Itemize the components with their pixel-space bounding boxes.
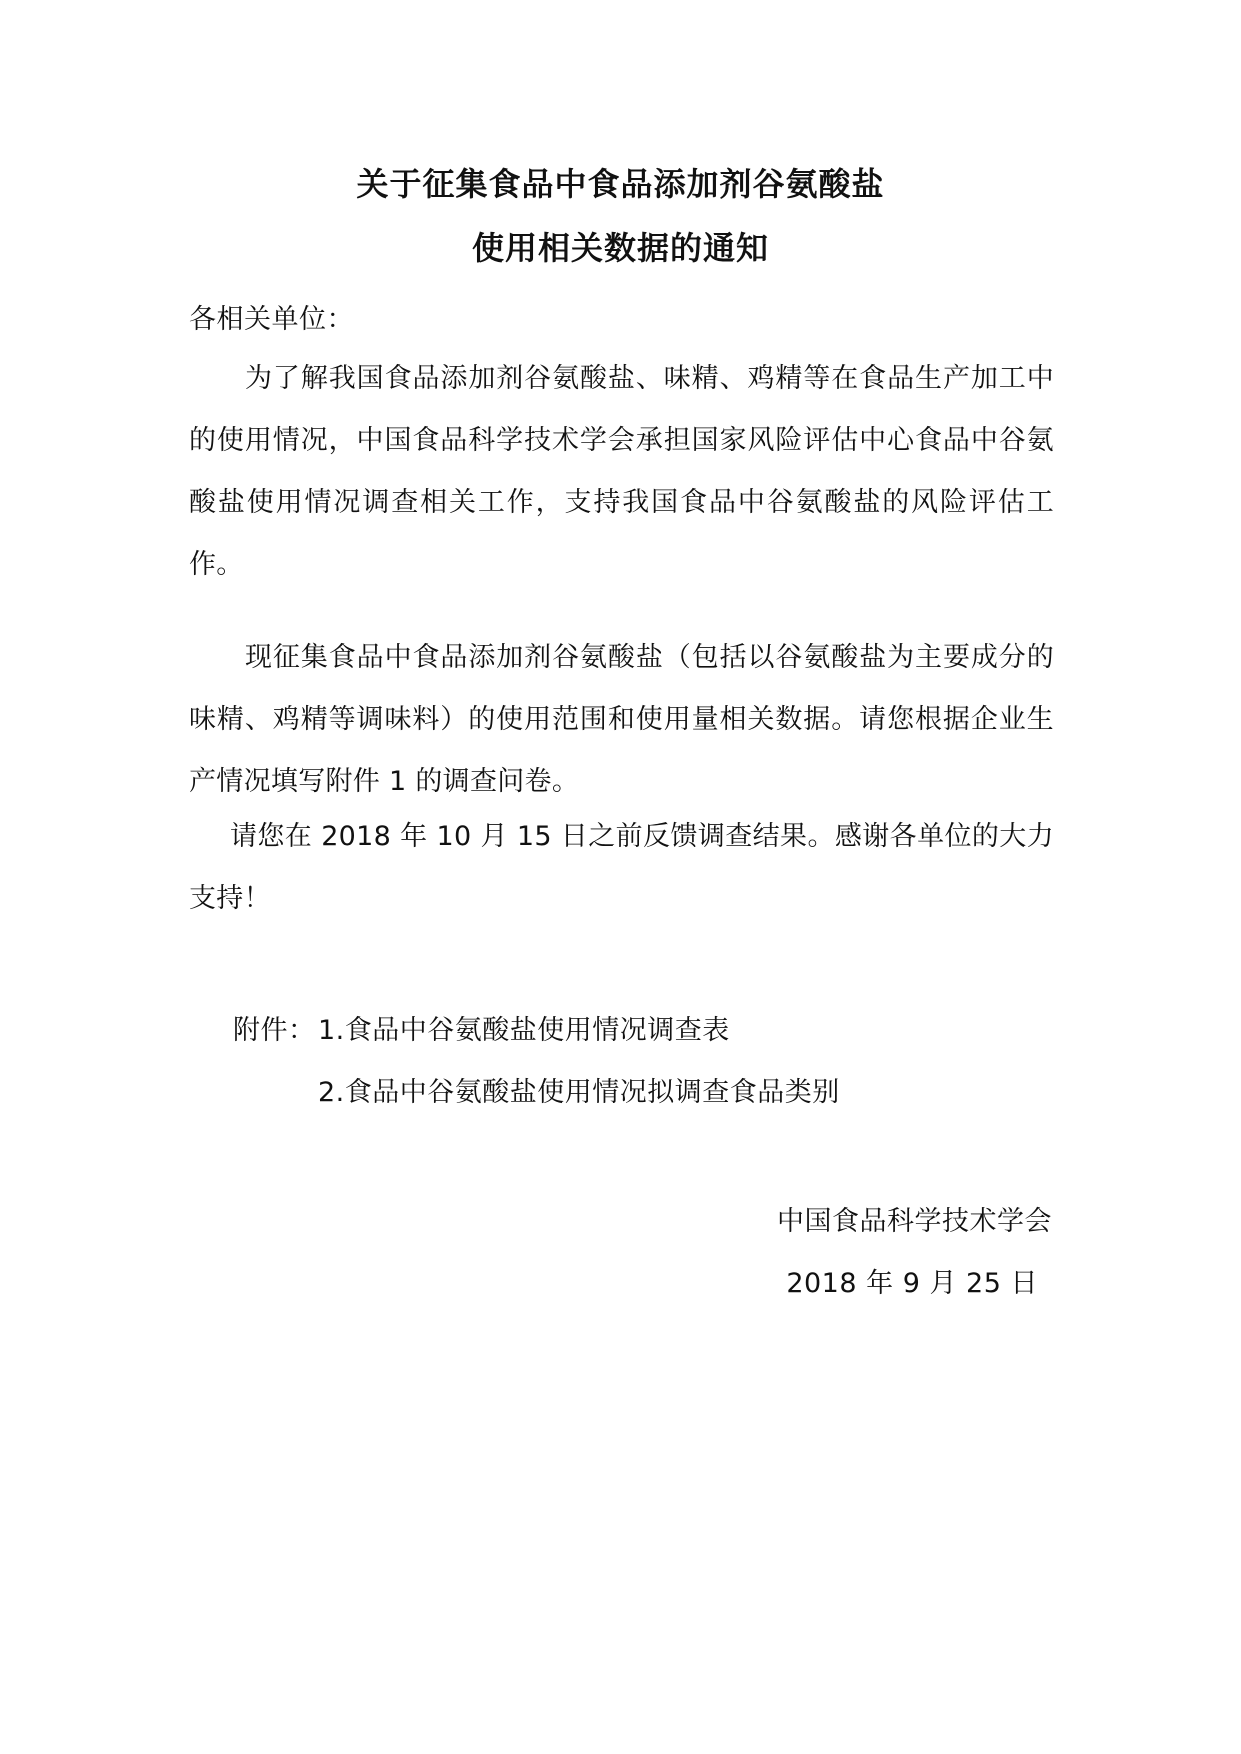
issue-date: 2018 年 9 月 25 日 [786,1268,1038,1299]
paragraph-2: 现征集食品中食品添加剂谷氨酸盐（包括以谷氨酸盐为主要成分的味精、鸡精等调味料）的使用范围和使用量相关数据。请您根据企业生产情况填写附件 1 的调查问卷。 [189,642,1054,797]
document-title-line-2: 使用相关数据的通知 [471,229,769,267]
salutation: 各相关单位： [189,304,354,335]
attachment-item-1: 1.食品中谷氨酸盐使用情况调查表 [318,1015,730,1046]
issuing-organization: 中国食品科学技术学会 [777,1206,1052,1237]
paragraph-1: 为了解我国食品添加剂谷氨酸盐、味精、鸡精等在食品生产加工中的使用情况，中国食品科学技术学会承担国家风险评估中心食品中谷氨酸盐使用情况调查相关工作，支持我国食品中谷氨酸盐的风险评估工作。 [189,363,1054,580]
paragraph-3: 请您在 2018 年 10 月 15 日之前反馈调查结果。感谢各单位的大力支持！ [189,821,1054,914]
document-title-line-1: 关于征集食品中食品添加剂谷氨酸盐 [356,165,885,203]
attachment-item-2: 2.食品中谷氨酸盐使用情况拟调查食品类别 [318,1077,840,1108]
attachments-label: 附件： [233,1015,316,1046]
